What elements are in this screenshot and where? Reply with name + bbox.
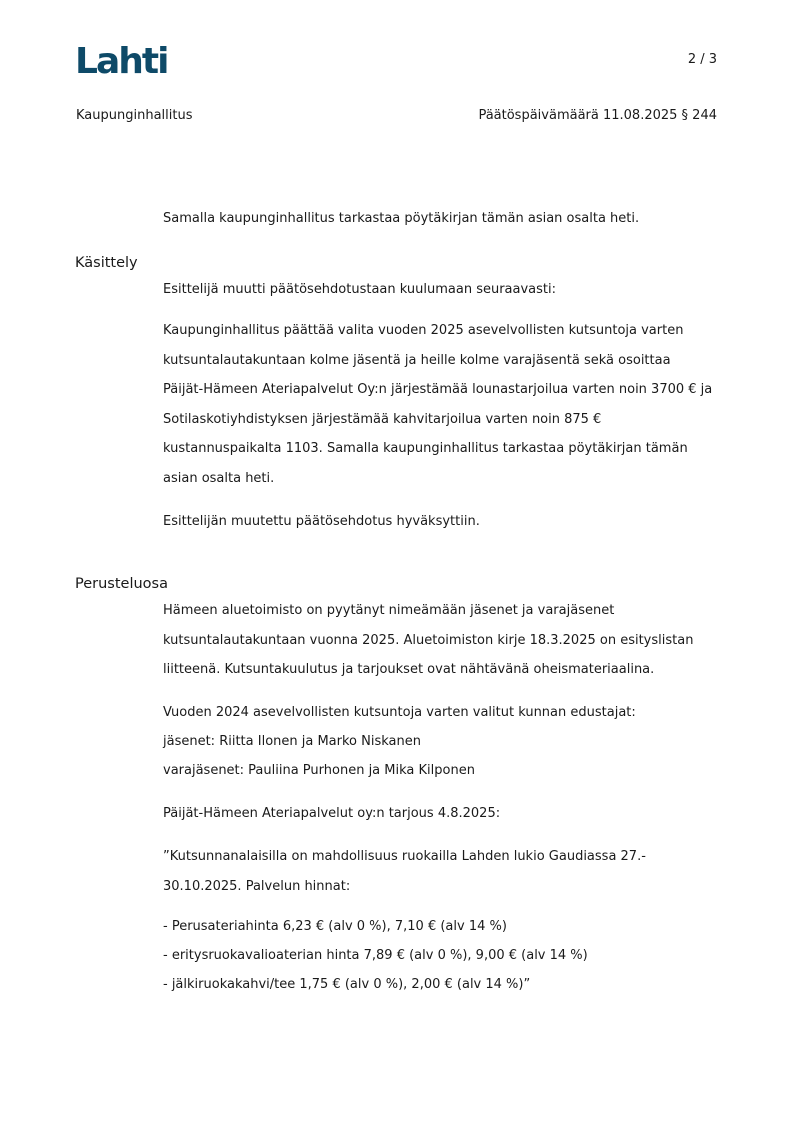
perusteluosa-heading: Perusteluosa bbox=[75, 576, 168, 592]
perusteluosa-price-list bbox=[163, 912, 723, 999]
kasittely-p2-line: asian osalta heti. bbox=[163, 470, 275, 486]
perusteluosa-p2-line: Vuoden 2024 asevelvollisten kutsuntoja varten valitut kunnan edustajat: bbox=[163, 705, 636, 720]
perusteluosa-paragraph-1 bbox=[163, 596, 723, 685]
perusteluosa-p3-line: Päijät-Hämeen Ateriapalvelut oy:n tarjous 4.8.2025: bbox=[163, 806, 501, 821]
page-number: 2 / 3 bbox=[687, 52, 717, 67]
kasittely-heading: Käsittely bbox=[75, 255, 138, 271]
price-list-item: - jälkiruokakahvi/tee 1,75 € (alv 0 %), 2,00 € (alv 14 %)” bbox=[163, 977, 531, 992]
perusteluosa-p4-line: 30.10.2025. Palvelun hinnat: bbox=[163, 878, 351, 894]
kasittely-p1-line: Esittelijä muutti päätösehdotustaan kuulumaan seuraavasti: bbox=[163, 282, 557, 297]
perusteluosa-p4-line: ”Kutsunnanalaisilla on mahdollisuus ruokailla Lahden lukio Gaudiassa 27.- bbox=[163, 849, 646, 864]
kasittely-paragraph-2 bbox=[163, 316, 723, 493]
kasittely-p2-line: kutsuntalautakuntaan kolme jäsentä ja heille kolme varajäsentä sekä osoittaa bbox=[163, 352, 671, 368]
perusteluosa-paragraph-4 bbox=[163, 842, 723, 901]
perusteluosa-p1-line: kutsuntalautakuntaan vuonna 2025. Aluetoimiston kirje 18.3.2025 on esityslistan bbox=[163, 632, 694, 648]
kasittely-paragraph-3 bbox=[163, 507, 723, 537]
decision-date: Päätöspäivämäärä 11.08.2025 § 244 bbox=[478, 108, 717, 123]
intro-line: Samalla kaupunginhallitus tarkastaa pöytäkirjan tämän asian osalta heti. bbox=[163, 211, 640, 226]
lahti-logo: Lahti bbox=[75, 41, 168, 82]
perusteluosa-p1-line: liitteenä. Kutsuntakuulutus ja tarjoukset ovat nähtävänä oheismateriaalina. bbox=[163, 662, 655, 677]
organization-name: Kaupunginhallitus bbox=[76, 108, 193, 123]
kasittely-p2-line: kustannuspaikalta 1103. Samalla kaupunginhallitus tarkastaa pöytäkirjan tämän bbox=[163, 441, 688, 456]
perusteluosa-p1-line: Hämeen aluetoimisto on pyytänyt nimeämään jäsenet ja varajäsenet bbox=[163, 603, 615, 618]
price-list-item: - eritysruokavalioaterian hinta 7,89 € (alv 0 %), 9,00 € (alv 14 %) bbox=[163, 948, 588, 963]
perusteluosa-paragraph-2 bbox=[163, 698, 723, 785]
kasittely-p2-line: Kaupunginhallitus päättää valita vuoden 2025 asevelvollisten kutsuntoja varten bbox=[163, 323, 684, 338]
perusteluosa-p2-line: varajäsenet: Pauliina Purhonen ja Mika Kilponen bbox=[163, 763, 475, 778]
kasittely-p2-line: Sotilaskotiyhdistyksen järjestämää kahvitarjoilua varten noin 875 € bbox=[163, 411, 602, 427]
price-list-item: - Perusateriahinta 6,23 € (alv 0 %), 7,10 € (alv 14 %) bbox=[163, 919, 507, 934]
kasittely-paragraph-1 bbox=[163, 275, 723, 305]
intro-paragraph bbox=[163, 204, 723, 234]
perusteluosa-paragraph-3 bbox=[163, 799, 723, 829]
perusteluosa-p2-line: jäsenet: Riitta Ilonen ja Marko Niskanen bbox=[163, 734, 421, 749]
kasittely-p2-line: Päijät-Hämeen Ateriapalvelut Oy:n järjestämää lounastarjoilua varten noin 3700 € ja bbox=[163, 382, 713, 397]
kasittely-p3-line: Esittelijän muutettu päätösehdotus hyväksyttiin. bbox=[163, 514, 480, 529]
